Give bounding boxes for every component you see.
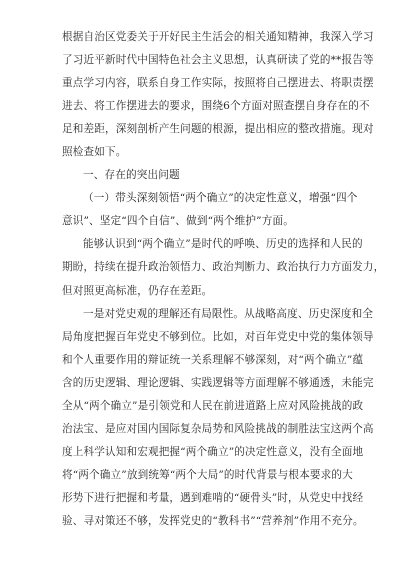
- paragraph-line: 但对照更高标准，仍存在差距。: [62, 284, 213, 297]
- paragraph-line: 能够认识到“两个确立”是时代的呼唤、历史的选择和人民的: [83, 238, 363, 251]
- paragraph-line: 形势下进行把握和考量，遇到难啃的“硬骨头”时，从党史中找经: [62, 491, 364, 504]
- subsection-heading-continued: 意识”、坚定“四个自信”、做到“两个维护”方面。: [62, 215, 294, 228]
- subsection-heading: （一）带头深刻领悟“两个确立”的决定性意义，增强“四个: [83, 192, 358, 205]
- paragraph-line: 照检查如下。: [62, 146, 127, 159]
- paragraph-line: 度上科学认知和宏观把握“两个确立”的决定性意义，没有全面地: [62, 445, 364, 458]
- paragraph-line: 治法宝、是应对国内国际复杂局势和风险挑战的制胜法宝这两个高: [62, 422, 374, 435]
- paragraph-line: 了习近平新时代中国特色社会主义思想，认真研读了党的**报告等: [62, 54, 374, 67]
- paragraph-line: 期盼，持续在提升政治领悟力、政治判断力、政治执行力方面发力，: [62, 261, 385, 274]
- paragraph-line: 验、寻对策还不够，发挥党史的“教科书”“营养剂”作用不充分。: [62, 514, 364, 527]
- paragraph-line: 局角度把握百年党史不够到位。比如，对百年党史中党的集体领导: [62, 330, 374, 343]
- section-heading: 一、存在的突出问题: [83, 169, 180, 182]
- paragraph-line: 全从“两个确立”是引领党和人民在前进道路上应对风险挑战的政: [62, 399, 364, 412]
- paragraph-line: 一是对党史观的理解还有局限性。从战略高度、历史深度和全: [83, 307, 374, 320]
- paragraph-line: 含的历史逻辑、理论逻辑、实践逻辑等方面理解不够通透，未能完: [62, 376, 374, 389]
- paragraph-line: 进去、将工作摆进去的要求，围绕6个方面对照查摆自身存在的不: [62, 100, 370, 113]
- paragraph-line: 重点学习内容，联系自身工作实际，按照将自己摆进去、将职责摆: [62, 77, 374, 90]
- document-body: [62, 26, 385, 533]
- paragraph-line: 将“两个确立”放到统筹“两个大局”的时代背景与根本要求的大: [62, 468, 353, 481]
- paragraph-line: 根据自治区党委关于开好民主生活会的相关通知精神，我深入学习: [62, 31, 374, 43]
- paragraph-line: 和个人重要作用的辩证统一关系理解不够深刻，对“两个确立”蕴: [62, 353, 364, 366]
- paragraph-line: 足和差距，深刻剖析产生问题的根源，提出相应的整改措施。现对: [62, 123, 374, 136]
